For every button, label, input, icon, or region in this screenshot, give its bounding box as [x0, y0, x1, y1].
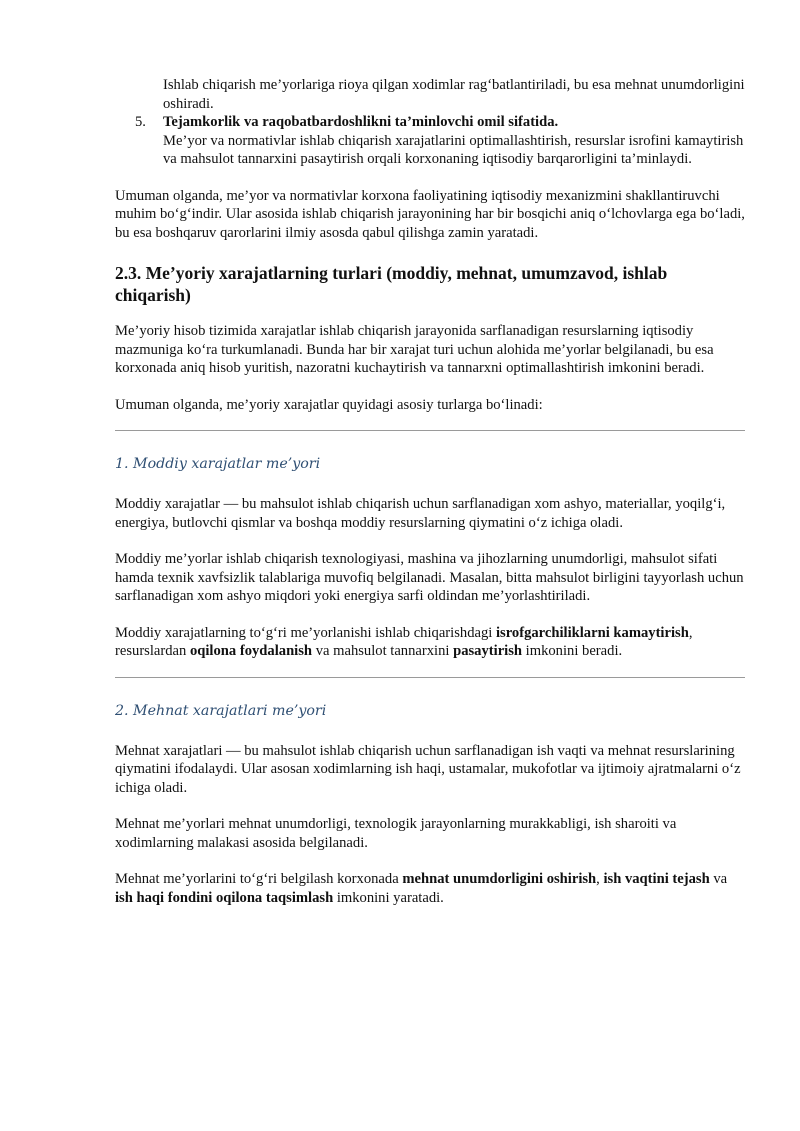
list-item-continuation: Ishlab chiqarish me’yorlariga rioya qilgan xodimlar rag‘batlantiriladi, bu esa mehnat unumdorligini oshiradi.	[163, 77, 745, 112]
subsection-heading-mehnat: 2. Mehnat xarajatlari me’yori	[115, 702, 327, 719]
bold-text: mehnat unumdorligini oshirish	[402, 871, 597, 887]
section-heading: 2.3. Me’yoriy xarajatlarning turlari (moddiy, mehnat, umumzavod, ishlab chiqarish)	[115, 263, 668, 305]
paragraph: Mehnat xarajatlari — bu mahsulot ishlab chiqarish uchun sarflanadigan ish vaqti va mehnat resurslarining qiymatini ifodalaydi. Ular asosan xodimlarning ish haqi, ustamalar, mukofotlar va ijtimoiy ajratmalarni o‘z ichiga oladi.	[115, 742, 741, 796]
divider	[115, 677, 745, 678]
list-item-number: 5.	[135, 114, 146, 130]
bold-text: isrofgarchiliklarni kamaytirish	[495, 624, 689, 641]
paragraph: Moddiy me’yorlar ishlab chiqarish texnologiyasi, mashina va jihozlarning unumdorligi, mahsulot sifati hamda texnik xavfsizlik talablariga muvofiq belgilanadi. Masalan, bitta mahsulot birligini tayyorlash uchun sarflanadigan xom ashyo miqdori yoki energiya sarfi oldindan me’yorlashtiriladi.	[115, 551, 744, 604]
page-content	[115, 76, 745, 907]
text-run: ,	[596, 871, 604, 887]
bold-text: ish haqi fondini oqilona taqsimlash	[115, 889, 334, 906]
bold-text: pasaytirish	[453, 643, 523, 659]
text-run: imkonini yaratadi.	[333, 889, 444, 906]
summary-paragraph: Umuman olganda, me’yor va normativlar korxona faoliyatining iqtisodiy mexanizmini shakllantiruvchi muhim bo‘g‘indir. Ular asosida ishlab chiqarish jarayonining har bir bosqichi aniq o‘lchovlarga ega bo‘ladi, bu esa boshqaruv qarorlarini ilmiy asosda qabul qilishga zamin yaratadi.	[115, 187, 745, 241]
paragraph	[115, 624, 745, 661]
text-run: va mahsulot tannarxini	[312, 643, 454, 659]
list-item-5	[135, 113, 745, 169]
section-intro: Me’yoriy hisob tizimida xarajatlar ishlab chiqarish jarayonida sarflanadigan resurslarning iqtisodiy mazmuniga ko‘ra turkumlanadi. Bunda har bir xarajat turi uchun alohida me’yorlar belgilanadi, bu esa korxonada aniq hisob yuritish, nazoratni kuchaytirish va tannarxni optimallashtirish imkonini beradi.	[115, 323, 714, 376]
list-item-text: Me’yor va normativlar ishlab chiqarish xarajatlarini optimallashtirish, resurslar isrofini kamaytirish va mahsulot tannarxini pasaytirish orqali korxonaning iqtisodiy barqarorligini ta’minlaydi.	[163, 132, 744, 167]
list-item-title: Tejamkorlik va raqobatbardoshlikni ta’minlovchi omil sifatida.	[163, 114, 559, 130]
text-run: Mehnat me’yorlarini to‘g‘ri belgilash korxonada	[115, 871, 403, 887]
text-run: va	[709, 871, 728, 887]
text-run: , resurslardan	[115, 624, 693, 659]
text-run: Moddiy xarajatlarning to‘g‘ri me’yorlanishi ishlab chiqarishdagi	[115, 624, 496, 641]
bold-text: oqilona foydalanish	[189, 643, 313, 659]
paragraph	[115, 870, 745, 907]
divider	[115, 430, 745, 431]
paragraph: Mehnat me’yorlari mehnat unumdorligi, texnologik jarayonlarning murakkabligi, ish sharoiti va xodimlarning malakasi asosida belgilanadi.	[115, 816, 677, 851]
text-run: imkonini beradi.	[522, 643, 623, 659]
paragraph: Moddiy xarajatlar — bu mahsulot ishlab chiqarish uchun sarflanadigan xom ashyo, materiallar, yoqilg‘i, energiya, butlovchi qismlar va boshqa moddiy resurslarning qiymatini o‘z ichiga oladi.	[115, 496, 726, 531]
bold-text: ish vaqtini tejash	[603, 871, 710, 887]
section-lead: Umuman olganda, me’yoriy xarajatlar quyidagi asosiy turlarga bo‘linadi:	[115, 396, 543, 413]
subsection-heading-moddiy: 1. Moddiy xarajatlar me’yori	[115, 456, 321, 472]
